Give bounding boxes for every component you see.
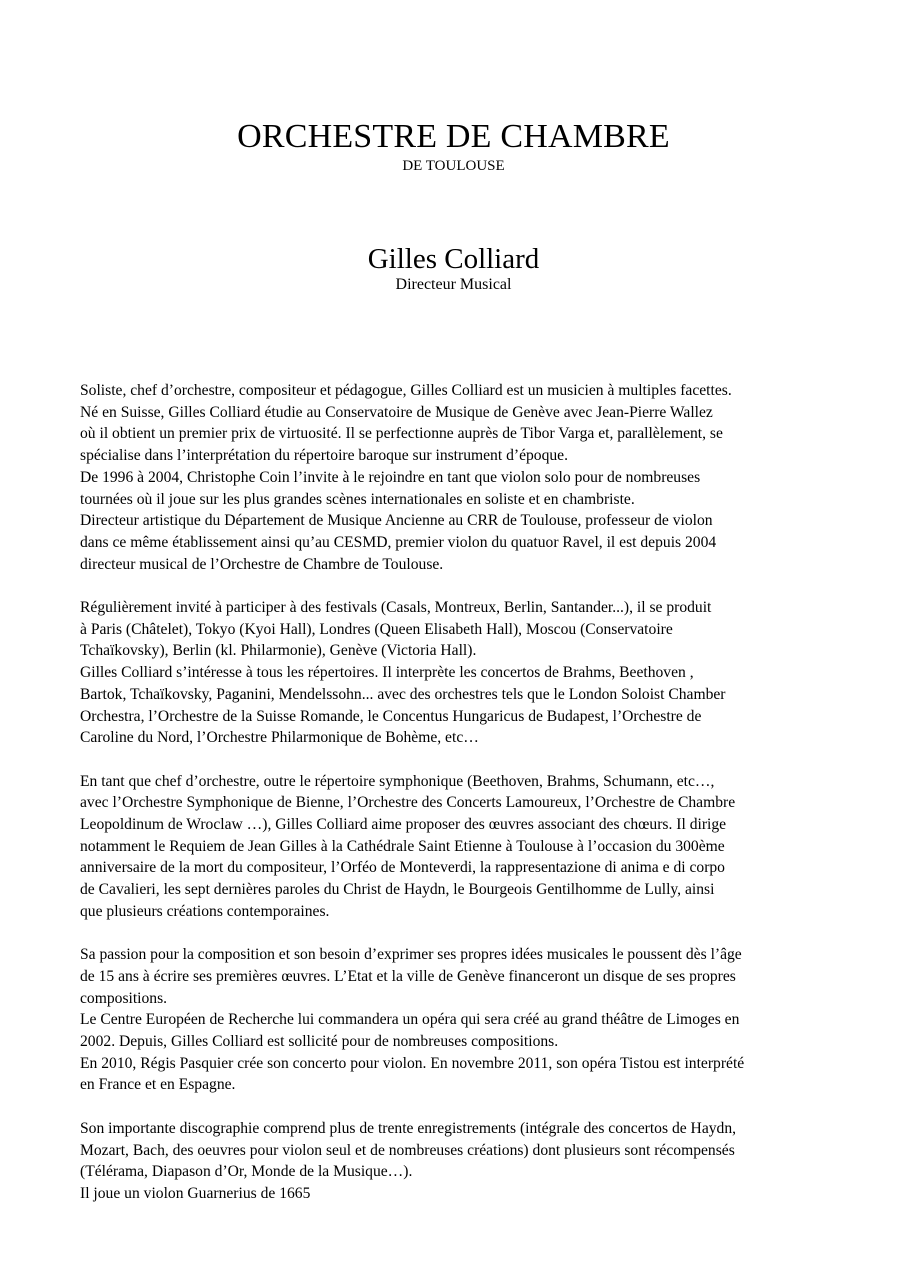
biography-line: de 15 ans à écrire ses premières œuvres. L’Etat et la ville de Genève financeront un disque de ses propres (80, 967, 736, 985)
biography-line: Tchaïkovsky), Berlin (kl. Philarmonie), Genève (Victoria Hall). (80, 642, 477, 660)
biography-paragraph (80, 1118, 855, 1205)
biography-line: Sa passion pour la composition et son besoin d’exprimer ses propres idées musicales le poussent dès l’âge (80, 946, 742, 964)
biography-line: En tant que chef d’orchestre, outre le répertoire symphonique (Beethoven, Brahms, Schumann, etc…, (80, 772, 715, 790)
organization-title: ORCHESTRE DE CHAMBRE (237, 118, 670, 155)
biography-line: 2002. Depuis, Gilles Colliard est sollicité pour de nombreuses compositions. (80, 1033, 559, 1051)
biography-line: spécialise dans l’interprétation du répertoire baroque sur instrument d’époque. (80, 447, 569, 465)
biography-line: Gilles Colliard s’intéresse à tous les répertoires. Il interprète les concertos de Brahms, Beethoven , (80, 664, 694, 682)
biography-line: Il joue un violon Guarnerius de 1665 (80, 1184, 311, 1202)
person-role: Directeur Musical (395, 276, 512, 293)
biography-line: notamment le Requiem de Jean Gilles à la Cathédrale Saint Etienne à Toulouse à l’occasion du 300ème (80, 837, 725, 855)
biography-paragraph (80, 771, 855, 923)
biography-line: de Cavalieri, les sept dernières paroles du Christ de Haydn, le Bourgeois Gentilhomme de Lully, ainsi (80, 881, 715, 899)
biography-line: Régulièrement invité à participer à des festivals (Casals, Montreux, Berlin, Santander...), il se produit (80, 599, 712, 617)
biography-line: Bartok, Tchaïkovsky, Paganini, Mendelssohn... avec des orchestres tels que le London Soloist Chamber (80, 685, 726, 703)
biography-line: De 1996 à 2004, Christophe Coin l’invite à le rejoindre en tant que violon solo pour de nombreuses (80, 468, 701, 486)
biography-line: dans ce même établissement ainsi qu’au CESMD, premier violon du quatuor Ravel, il est depuis 2004 (80, 533, 717, 551)
biography-line: Le Centre Européen de Recherche lui commandera un opéra qui sera créé au grand théâtre de Limoges en (80, 1011, 740, 1029)
document-header (0, 117, 907, 175)
biography-paragraph (80, 380, 855, 575)
biography-line: avec l’Orchestre Symphonique de Bienne, l’Orchestre des Concerts Lamoureux, l’Orchestre de Chambre (80, 794, 736, 812)
biography-line: directeur musical de l’Orchestre de Chambre de Toulouse. (80, 555, 444, 573)
biography-paragraph (80, 597, 855, 749)
biography-line: tournées où il joue sur les plus grandes scènes internationales en soliste et en chambriste. (80, 490, 635, 508)
biography-line: (Télérama, Diapason d’Or, Monde de la Musique…). (80, 1163, 413, 1181)
person-name: Gilles Colliard (367, 243, 540, 275)
biography-line: Directeur artistique du Département de Musique Ancienne au CRR de Toulouse, professeur de violon (80, 512, 713, 530)
biography-line: où il obtient un premier prix de virtuosité. Il se perfectionne auprès de Tibor Varga et, parallèlement, se (80, 425, 723, 443)
biography (80, 380, 855, 1205)
biography-line: En 2010, Régis Pasquier crée son concerto pour violon. En novembre 2011, son opéra Tistou est interprété (80, 1054, 745, 1072)
biography-line: en France et en Espagne. (80, 1076, 236, 1094)
person-heading (0, 242, 907, 294)
biography-paragraph (80, 944, 855, 1096)
biography-line: Orchestra, l’Orchestre de la Suisse Romande, le Concentus Hungaricus de Budapest, l’Orchestre de (80, 707, 702, 725)
biography-line: Mozart, Bach, des oeuvres pour violon seul et de nombreuses créations) dont plusieurs sont récompensés (80, 1141, 735, 1159)
biography-line: Leopoldinum de Wroclaw …), Gilles Colliard aime proposer des œuvres associant des chœurs. Il dirige (80, 816, 727, 834)
biography-line: anniversaire de la mort du compositeur, l’Orféo de Monteverdi, la rappresentazione di anima e di corpo (80, 859, 725, 877)
biography-line: compositions. (80, 989, 168, 1007)
biography-line: Caroline du Nord, l’Orchestre Philarmonique de Bohème, etc… (80, 729, 479, 747)
biography-line: Né en Suisse, Gilles Colliard étudie au Conservatoire de Musique de Genève avec Jean-Pierre Wallez (80, 403, 713, 421)
biography-line: Soliste, chef d’orchestre, compositeur et pédagogue, Gilles Colliard est un musicien à multiples facettes. (80, 382, 732, 399)
organization-subtitle: DE TOULOUSE (402, 158, 505, 174)
biography-line: à Paris (Châtelet), Tokyo (Kyoi Hall), Londres (Queen Elisabeth Hall), Moscou (Conservatoire (80, 620, 673, 638)
biography-line: Son importante discographie comprend plus de trente enregistrements (intégrale des concertos de Haydn, (80, 1119, 737, 1137)
biography-line: que plusieurs créations contemporaines. (80, 902, 330, 920)
